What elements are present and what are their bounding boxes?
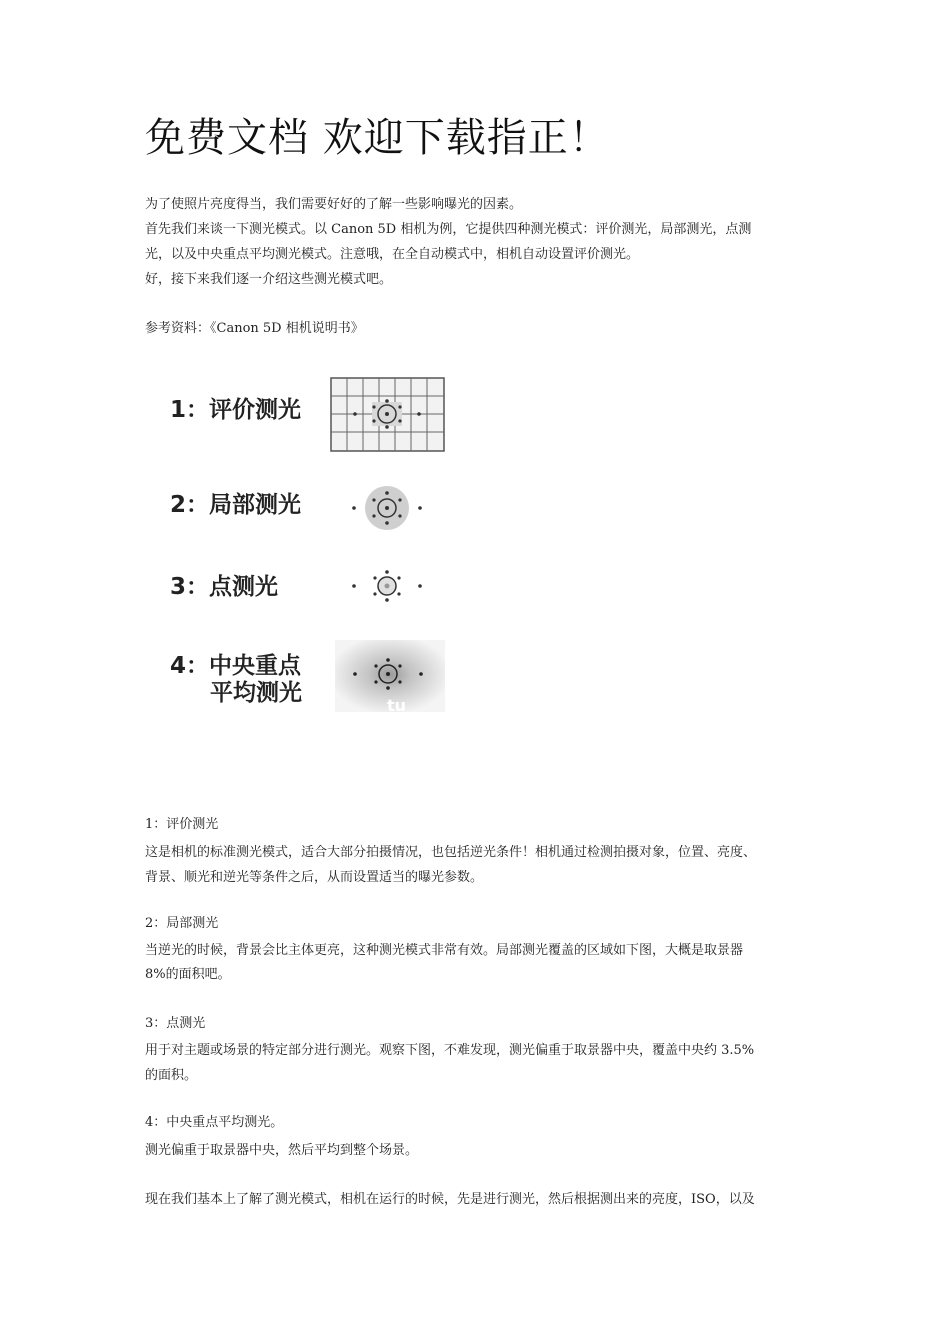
section-line: 这是相机的标准测光模式，适合大部分拍摄情况，也包括逆光条件！相机通过检测拍摄对象，位置、亮度、	[145, 845, 757, 860]
watermark-text: tu	[387, 696, 407, 712]
mode-label-spot: 3：点测光	[170, 574, 279, 600]
evaluative-metering-icon	[330, 377, 445, 452]
section-line: 8%的面积吧。	[145, 967, 231, 982]
section-line: 背景、顺光和逆光等条件之后，从而设置适当的曝光参数。	[145, 870, 484, 885]
section-heading: 4：中央重点平均测光。	[145, 1115, 284, 1130]
mode-label-center-weighted-1: 4：中央重点	[170, 653, 302, 679]
intro-line: 首先我们来谈一下测光模式。以 Canon 5D 相机为例，它提供四种测光模式：评价测光，局部测光，点测	[145, 222, 752, 237]
closing-line: 现在我们基本上了解了测光模式，相机在运行的时候，先是进行测光，然后根据测出来的亮度，ISO，以及	[145, 1192, 755, 1207]
section-heading: 3：点测光	[145, 1016, 206, 1031]
mode-label-evaluative: 1：评价测光	[170, 397, 302, 423]
section-line: 测光偏重于取景器中央，然后平均到整个场景。	[145, 1143, 419, 1158]
intro-line: 为了使照片亮度得当，我们需要好好的了解一些影响曝光的因素。	[145, 197, 523, 212]
intro-line: 好，接下来我们逐一介绍这些测光模式吧。	[145, 272, 393, 287]
page-title: 免费文档 欢迎下载指正！	[145, 115, 610, 161]
section-line: 当逆光的时候，背景会比主体更亮，这种测光模式非常有效。局部测光覆盖的区域如下图，大概是取景器	[145, 943, 744, 958]
center-weighted-metering-icon	[335, 640, 445, 712]
mode-label-partial: 2：局部测光	[170, 492, 302, 518]
reference-line: 参考资料：《Canon 5D 相机说明书》	[145, 321, 364, 336]
intro-line: 光，以及中央重点平均测光模式。注意哦，在全自动模式中，相机自动设置评价测光。	[145, 247, 640, 262]
section-heading: 2：局部测光	[145, 916, 219, 931]
section-line: 用于对主题或场景的特定部分进行测光。观察下图，不难发现，测光偏重于取景器中央，覆盖中央约 3.5%	[145, 1043, 755, 1058]
mode-label-center-weighted-2: 平均测光	[210, 680, 302, 706]
spot-metering-icon	[345, 563, 425, 609]
partial-metering-icon	[345, 483, 425, 533]
metering-modes-figure	[160, 365, 450, 715]
section-line: 的面积。	[145, 1068, 198, 1083]
section-heading: 1：评价测光	[145, 817, 219, 832]
